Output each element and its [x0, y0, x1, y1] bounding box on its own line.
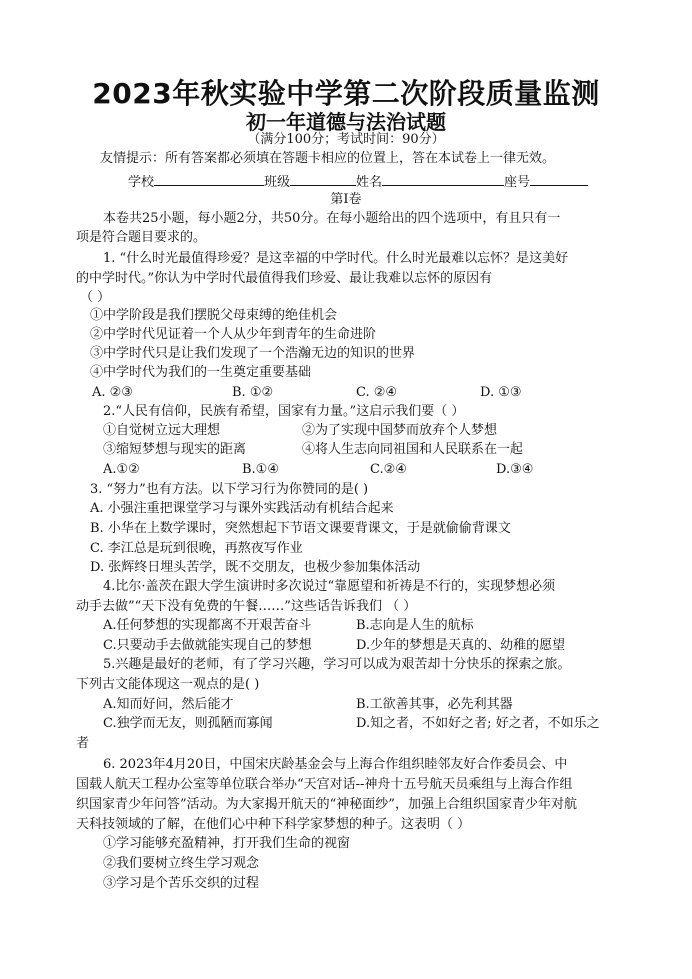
section-heading: 第Ⅰ卷 — [330, 192, 362, 207]
q2-statement-2: ②为了实现中国梦而放弃个人梦想 — [302, 423, 498, 438]
q1-statement-4: ④中学时代为我们的一生奠定重要基础 — [90, 365, 312, 380]
q3-option-b: B. 小华在上数学课时，突然想起下节语文课要背课文，于是就偷偷背课文 — [90, 521, 511, 536]
q6-statement-2: ②我们要树立终生学习观念 — [103, 856, 260, 871]
intro-line-1: 本卷共25小题，每小题2分，共50分。在每小题给出的四个选项中，有且只有一 — [103, 211, 561, 226]
q6-stem-3: 织国家青少年问答”活动。为大家揭开航天的“神秘面纱”，加强上合组织国家青少年对航 — [76, 797, 577, 812]
q1-option-a: A. ②③ — [92, 385, 133, 400]
q4-option-a: A.任何梦想的实现都离不开艰苦奋斗 — [103, 618, 312, 633]
q5-option-b: B.工欲善其事，必先利其器 — [356, 697, 513, 712]
seat-blank — [530, 172, 588, 186]
q1-answer-bracket: （ ） — [80, 290, 111, 305]
q1-stem-2: 的中学时代。”你认为中学时代最值得我们珍爱、最让我难以忘怀的原因有 — [76, 271, 493, 286]
exam-subtitle: 初一年道德与法治试题 — [246, 110, 446, 134]
q1-option-b: B. ①② — [232, 385, 274, 400]
q3-option-a: A. 小强注重把课堂学习与课外实践活动有机结合起来 — [90, 501, 394, 516]
q2-option-a: A.①② — [103, 462, 140, 477]
q6-statement-3: ③学习是个苦乐交织的过程 — [103, 876, 260, 891]
q4-option-b: B.志向是人生的航标 — [356, 618, 474, 633]
q2-option-d: D.③④ — [496, 462, 534, 477]
q2-statement-4: ④将人生志向同祖国和人民联系在一起 — [302, 442, 524, 457]
q1-option-d: D. ①③ — [480, 385, 522, 400]
q5-option-a: A.知而好问，然后能才 — [103, 697, 234, 712]
q2-statement-1: ①自觉树立远大理想 — [103, 423, 221, 438]
q3-option-c: C. 李江总是玩到很晚，再熬夜写作业 — [90, 541, 303, 556]
q3-option-d: D. 张辉终日埋头苦学，既不交朋友，也极少参加集体活动 — [90, 560, 421, 575]
q5-option-d-continued: 者 — [76, 736, 90, 751]
q5-stem-2: 下列古文能体现这一观点的是( ) — [76, 677, 260, 692]
seat-label: 座号 — [504, 175, 531, 190]
name-label: 姓名 — [356, 175, 383, 190]
name-blank — [382, 172, 504, 186]
notice: 友情提示：所有答案都必须填在答题卡相应的位置上，答在本试卷上一律无效。 — [100, 151, 556, 166]
q1-statement-2: ②中学时代见证着一个人从少年到青年的生命进阶 — [90, 327, 377, 342]
q4-stem-1: 4.比尔·盖茨在跟大学生演讲时多次说过“靠愿望和祈祷是不行的，实现梦想必须 — [103, 579, 556, 594]
q5-option-d: D.知之者，不如好之者; 好之者，不如乐之 — [356, 716, 600, 731]
q4-option-d: D.少年的梦想是天真的、幼稚的愿望 — [356, 638, 566, 653]
school-label: 学校 — [128, 175, 155, 190]
q5-option-c: C.独学而无友，则孤陋而寡闻 — [103, 716, 273, 731]
q2-statement-3: ③缩短梦想与现实的距离 — [103, 442, 247, 457]
q4-stem-2: 动手去做”“天下没有免费的午餐……”这些话告诉我们 （ ） — [76, 599, 417, 614]
q1-stem-1: 1. “什么时光最值得珍爱？是这幸福的中学时代。什么时光最难以忘怀？是这美好 — [103, 251, 569, 266]
class-blank — [290, 172, 356, 186]
exam-title: 2023年秋实验中学第二次阶段质量监测 — [92, 77, 600, 110]
q6-stem-2: 国载人航天工程办公室等单位联合举办“天宫对话--神舟十五号航天员乘组与上海合作组 — [76, 777, 573, 792]
q6-stem-4: 天科技领域的了解，在他们心中种下科学家梦想的种子。这表明（ ） — [76, 817, 471, 832]
q2-option-b: B.①④ — [242, 462, 279, 477]
q1-statement-3: ③中学时代只是让我们发现了一个浩瀚无边的知识的世界 — [90, 346, 416, 361]
student-info-fields — [128, 172, 588, 191]
q4-option-c: C.只要动手去做就能实现自己的梦想 — [103, 638, 312, 653]
q1-option-c: C. ②④ — [356, 385, 398, 400]
q3-stem: 3. “努力”也有方法。以下学习行为你赞同的是( ) — [90, 482, 369, 497]
q5-stem-1: 5.兴趣是最好的老师，有了学习兴趣，学习可以成为艰苦却十分快乐的探索之旅。 — [103, 657, 571, 672]
school-blank — [154, 172, 264, 186]
class-label: 班级 — [264, 175, 291, 190]
intro-line-2: 项是符合题目要求的。 — [76, 230, 207, 245]
q6-statement-1: ①学习能够充盈精神，打开我们生命的视窗 — [103, 836, 351, 851]
q1-statement-1: ①中学阶段是我们摆脱父母束缚的绝佳机会 — [90, 308, 338, 323]
q2-stem: 2.“人民有信仰，民族有希望，国家有力量。”这启示我们要（ ） — [103, 404, 465, 419]
exam-info: （满分100分；考试时间：90分） — [247, 132, 445, 147]
q2-option-c: C.②④ — [370, 462, 407, 477]
q6-stem-1: 6. 2023年4月20日，中国宋庆龄基金会与上海合作组织睦邻友好合作委员会、中 — [103, 757, 568, 772]
